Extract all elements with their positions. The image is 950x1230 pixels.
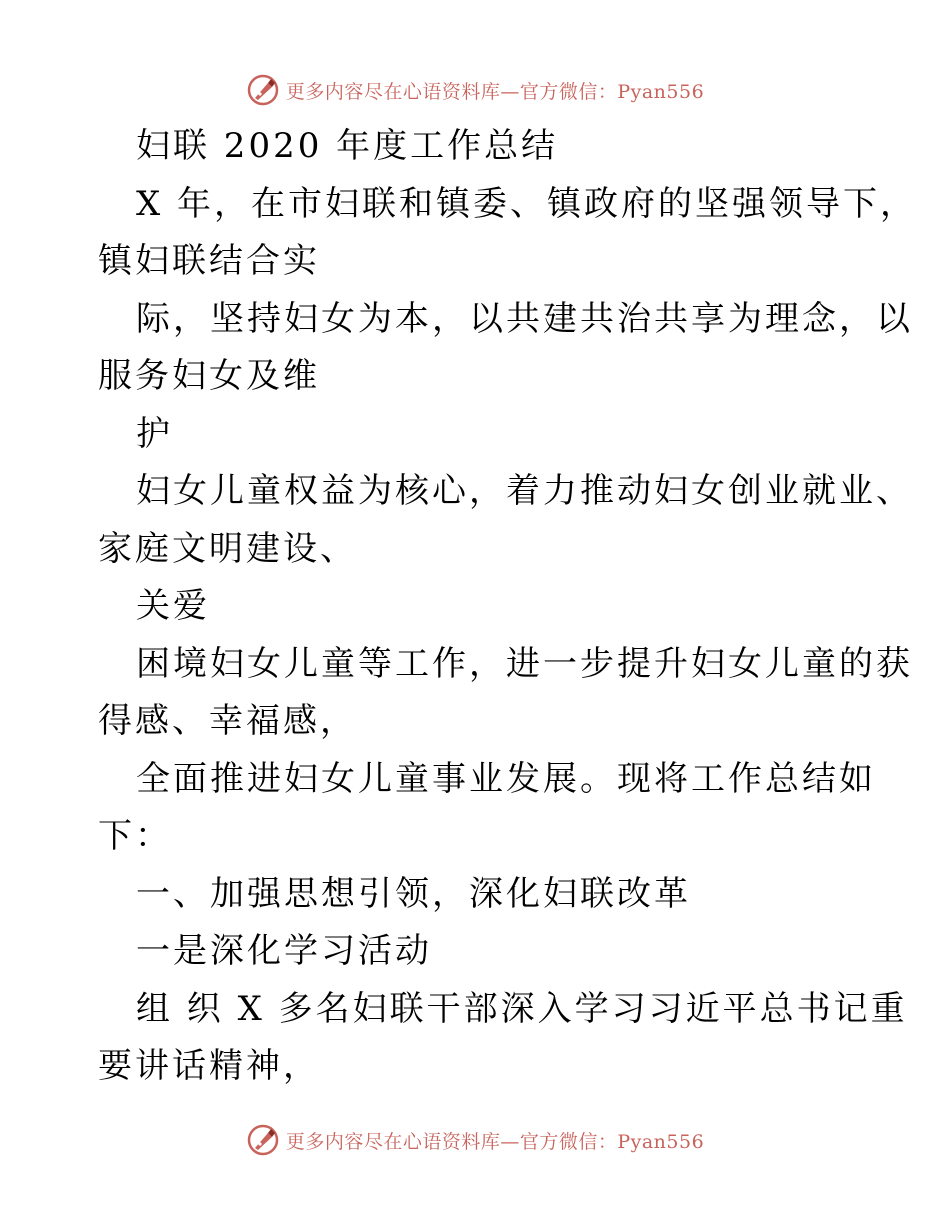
paragraph-line: 组 织 X 多名妇联干部深入学习习近平总书记重 (136, 988, 908, 1029)
paragraph-line: 镇妇联结合实 (98, 241, 320, 281)
document-title: 妇联 2020 年度工作总结 (136, 126, 559, 166)
paragraph-line: 关爱 (136, 586, 210, 626)
paragraph-line: 全面推进妇女儿童事业发展。现将工作总结如 (136, 758, 876, 799)
footer-banner[interactable] (0, 1120, 950, 1160)
paragraph-line: 要讲话精神， (98, 1046, 320, 1086)
header-banner[interactable] (0, 70, 950, 110)
header-banner-text: 更多内容尽在心语资料库—官方微信：Pyan556 (285, 80, 705, 103)
paragraph-line: 得感、幸福感， (98, 701, 357, 741)
paragraph-line: X 年，在市妇联和镇委、镇政府的坚强领导下， (136, 183, 918, 224)
section-heading: 一、加强思想引领，深化妇联改革 (136, 873, 691, 914)
subsection-heading: 一是深化学习活动 (136, 931, 432, 971)
footer-banner-text: 更多内容尽在心语资料库—官方微信：Pyan556 (285, 1130, 705, 1153)
document-body (98, 118, 918, 1096)
pen-nib-logo-icon (246, 1123, 280, 1157)
paragraph-line: 妇女儿童权益为核心，着力推动妇女创业就业、 (136, 471, 913, 511)
paragraph-line: 际，坚持妇女为本，以共建共治共享为理念，以 (136, 298, 913, 339)
paragraph-line: 困境妇女儿童等工作，进一步提升妇女儿童的获 (136, 643, 913, 684)
paragraph-line: 护 (136, 413, 173, 454)
paragraph-line: 下： (98, 816, 172, 856)
paragraph-line: 服务妇女及维 (98, 356, 320, 396)
pen-nib-logo-icon (246, 73, 280, 107)
paragraph-line: 家庭文明建设、 (98, 528, 357, 569)
